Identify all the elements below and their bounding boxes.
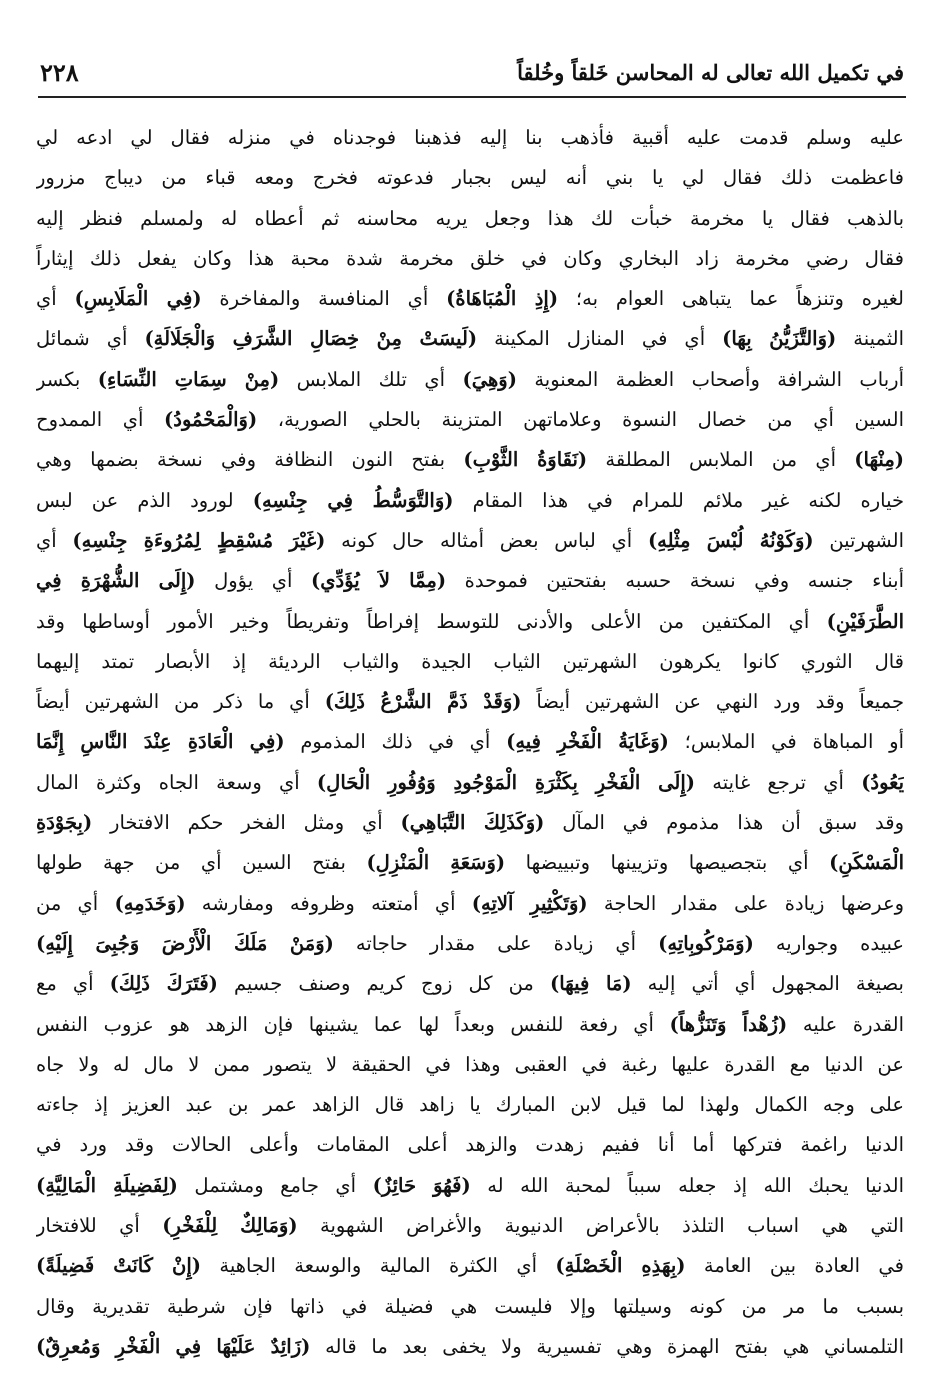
text-line xyxy=(36,199,904,239)
quoted-matn-text: (إِلَى الشُّهْرَةِ فِي xyxy=(36,569,196,593)
text-line xyxy=(36,1206,904,1246)
commentary-text: قال الثوري كانوا يكرهون الشهرتين الثياب الجيدة والثياب الرديئة إذ الأبصار تمتد إليهما xyxy=(36,649,904,673)
text-line xyxy=(36,279,904,319)
commentary-text: أي جامع ومشتمل xyxy=(177,1173,373,1197)
text-line xyxy=(36,360,904,400)
quoted-matn-text: (لَيسَتْ مِنْ خِصَالِ الشَّرَفِ وَالْجَلَالَةِ) xyxy=(144,327,478,351)
text-line xyxy=(36,682,904,722)
commentary-text: من كل زوج كريم وصنف جسيم xyxy=(217,972,550,996)
commentary-text: أي مع xyxy=(36,972,110,996)
commentary-text: أي من xyxy=(36,891,115,915)
quoted-matn-text: (غَيْرَ مُسْقِطٍ لِمُرُوءَةِ جِنْسِهِ) xyxy=(72,528,326,552)
quoted-matn-text: (وَمَالِكٌ لِلْفَخْرِ) xyxy=(162,1214,298,1238)
commentary-text: أرباب الشرافة وأصحاب العظمة المعنوية xyxy=(516,367,904,391)
running-title: في تكميل الله تعالى له المحاسن خَلقاً وخُلقاً xyxy=(517,59,904,85)
text-line xyxy=(36,964,904,1004)
commentary-text: أي شمائل xyxy=(36,327,145,351)
text-line xyxy=(36,1287,904,1327)
commentary-text: في العادة بين العامة xyxy=(685,1254,904,1278)
commentary-text: لورود الذم عن لبس xyxy=(36,488,253,512)
text-line xyxy=(36,1125,904,1165)
commentary-text: الدنيا راغمة فتركها أما أنا ففيم زهدت والزهد أعلى المقامات وأعلى الحالات وقد ورد في xyxy=(36,1133,904,1157)
commentary-text: أي تلك الملابس xyxy=(279,367,463,391)
text-line xyxy=(36,1166,904,1206)
commentary-text: بالذهب فقال يا مخرمة خبأت لك هذا وجعل يريه محاسنه ثم أعطاه له ولمسلم فنظر إليه xyxy=(36,206,904,230)
commentary-text: أي من الملابس المطلقة xyxy=(587,448,855,472)
text-line xyxy=(36,1246,904,1286)
text-line xyxy=(36,118,904,158)
quoted-matn-text: (زَائِدٌ عَلَيْهَا فِي الْفَخْرِ وَمُعرِقٌ) xyxy=(36,1334,311,1358)
text-line xyxy=(36,521,904,561)
commentary-text: الدنيا يحبك الله إذ جعله سبباً لمحبة الله له xyxy=(470,1173,904,1197)
quoted-matn-text: (وَمَرْكُوبِاتِهِ) xyxy=(658,931,754,955)
commentary-text: أي المنافسة والمفاخرة xyxy=(201,287,447,311)
commentary-text: فاعظمت ذلك فقال لي يا بني أنه ليس بجبار فدعوته فخرج ومعه قباء من ديباج مزرور xyxy=(36,166,904,190)
page-header xyxy=(40,52,904,92)
commentary-text: أي الممدوح xyxy=(36,408,165,432)
commentary-text: أي في المنازل المكينة xyxy=(477,327,723,351)
commentary-text: أو المباهاة في الملابس؛ xyxy=(668,730,904,754)
text-line xyxy=(36,400,904,440)
commentary-text: أي رفعة للنفس وبعداً لها عما يشينها فإن الزهد هو عزوب النفس xyxy=(36,1012,670,1036)
commentary-text: وعرضها زيادة على مقدار الحاجة xyxy=(587,891,904,915)
quoted-matn-text: الْمَسْكَنِ) xyxy=(829,851,904,875)
commentary-text: بصيغة المجهول أي أتي إليه xyxy=(631,972,904,996)
commentary-text: عليه وسلم قدمت عليه أقبية فأذهب بنا إليه فذهبنا فوجدناه في منزله فقال لي ادعه لي xyxy=(36,126,904,149)
quoted-matn-text: (وَالتَّوَسُّطُ فِي جِنْسِهِ) xyxy=(252,488,454,512)
commentary-text: جميعاً وقد ورد النهي عن الشهرتين أيضاً xyxy=(521,690,904,714)
header-rule xyxy=(38,96,906,98)
commentary-text: وقد سبق أن هذا مذموم في المآل xyxy=(544,811,904,835)
quoted-matn-text: (وَغَايَةُ الْفَخْرِ فِيهِ) xyxy=(506,730,669,754)
text-line xyxy=(36,602,904,642)
quoted-matn-text: يَعُودُ) xyxy=(861,770,904,794)
quoted-matn-text: (وَمَنْ مَلَكَ الْأَرْضَ وَجُبِىَ إِلَيْهِ) xyxy=(36,931,334,955)
quoted-matn-text: (وَقَدْ ذَمَّ الشَّرْعُ ذَلِكَ) xyxy=(324,690,522,714)
commentary-text: أي للافتخار xyxy=(36,1214,163,1238)
quoted-matn-text: (وَالتَّزَيُّنُ بِهَا) xyxy=(722,327,837,351)
commentary-text: أي بتجصيصها وتزيينها وتبييضها xyxy=(505,851,830,875)
commentary-text: أبناء جنسه وفي نسخة حسبه بفتحتين فموحدة xyxy=(446,569,904,593)
page-body-text xyxy=(36,118,904,1367)
quoted-matn-text: (مِمَّا لاَ يُؤَدِّي) xyxy=(311,569,447,593)
commentary-text: القدرة عليه xyxy=(787,1012,904,1036)
quoted-matn-text: (وَالْمَحْمُودُ) xyxy=(164,408,258,432)
commentary-text: أي الكثرة المالية والوسعة الجاهية xyxy=(200,1254,556,1278)
quoted-matn-text: (فَتَرَكَ ذَلِكَ) xyxy=(109,972,218,996)
quoted-matn-text: (وَخَدَمِهِ) xyxy=(114,891,186,915)
text-line xyxy=(36,239,904,279)
commentary-text: بسبب ما مر من كونه وسيلتها وإلا فليست هي فضيلة في ذاتها فإن شرطية تقديرية وقال xyxy=(36,1294,904,1318)
quoted-matn-text: (مِنْهَا) xyxy=(854,448,904,472)
commentary-text: أي زيادة على مقدار حاجاته xyxy=(333,931,659,955)
quoted-matn-text: (زُهْداً وَتَنَزُّهاً) xyxy=(669,1012,788,1036)
commentary-text: أي لباس بعض أمثاله حال كونه xyxy=(325,528,648,552)
text-line xyxy=(36,1045,904,1085)
text-line xyxy=(36,319,904,359)
text-line xyxy=(36,158,904,198)
quoted-matn-text: (وَكَوْنُهُ لُبْسَ مِثْلِهِ) xyxy=(647,528,814,552)
commentary-text: بكسر xyxy=(36,367,98,391)
commentary-text: عبيده وجواريه xyxy=(753,931,904,955)
text-line xyxy=(36,763,904,803)
commentary-text: أي xyxy=(36,287,75,311)
quoted-matn-text: (إِلَى الْفَخْرِ بِكَثْرَةِ الْمَوْجُودِ وَوُفُورِ الْحَالِ) xyxy=(316,770,695,794)
text-line xyxy=(36,843,904,883)
commentary-text: أي في ذلك المذموم xyxy=(284,730,507,754)
quoted-matn-text: (إِنْ كَانَتْ فَضِيلَةً) xyxy=(36,1254,201,1278)
quoted-matn-text: (لِفَضِيلَةِ الْمَالِيَّةِ) xyxy=(36,1173,178,1197)
quoted-matn-text: (فِي الْمَلَابِسِ) xyxy=(74,287,202,311)
commentary-text: أي المكتفين من الأعلى والأدنى للتوسط إفراطاً وتفريطاً وخير الأمور أوساطها وقد xyxy=(36,609,827,633)
commentary-text: أي ما ذكر من الشهرتين أيضاً xyxy=(36,690,325,714)
quoted-matn-text: (بِجَوْدَةِ xyxy=(36,811,93,835)
text-line xyxy=(36,642,904,682)
text-line xyxy=(36,481,904,521)
commentary-text: أي يؤول xyxy=(195,569,312,593)
quoted-matn-text: (وَتَكْثِيرِ آلاتِهِ) xyxy=(471,891,588,915)
quoted-matn-text: (مَا فِيهَا) xyxy=(549,972,632,996)
text-line xyxy=(36,884,904,924)
quoted-matn-text: (بِهَذِهِ الْخَصْلَةِ) xyxy=(555,1254,686,1278)
quoted-matn-text: (إِذِ الْمُبَاهَاةُ) xyxy=(446,287,559,311)
commentary-text: خياره لكنه غير ملائم للمرام في هذا المقام xyxy=(453,488,904,512)
commentary-text: التي هي اسباب التلذذ بالأعراض الدنيوية والأغراض الشهوية xyxy=(297,1214,904,1238)
commentary-text: أي أمتعته وظروفه ومفارشه xyxy=(185,891,472,915)
commentary-text: السين أي من خصال النسوة وعلاماتهن المتزينة بالحلي الصورية، xyxy=(257,408,904,432)
text-line xyxy=(36,1085,904,1125)
quoted-matn-text: (نَقَاوَةُ الثَّوْبِ) xyxy=(463,448,588,472)
quoted-matn-text: الطَّرَفَيْنِ) xyxy=(826,609,904,633)
commentary-text: بفتح النون النظافة وفي نسخة بضمها وهي xyxy=(36,448,464,472)
quoted-matn-text: (وَهِيَ) xyxy=(462,367,517,391)
text-line xyxy=(36,1005,904,1045)
commentary-text: بفتح السين أي من جهة طولها xyxy=(36,851,367,875)
text-line xyxy=(36,440,904,480)
quoted-matn-text: (فِي الْعَادَةِ عِنْدَ النَّاسِ إِنَّمَا xyxy=(36,730,285,754)
text-line xyxy=(36,722,904,762)
text-line xyxy=(36,561,904,601)
commentary-text: أي وسعة الجاه وكثرة المال xyxy=(36,770,317,794)
commentary-text: التلمساني هي بفتح الهمزة وهي تفسيرية ولا يخفى بعد ما قاله xyxy=(310,1334,904,1358)
commentary-text: على وجه الكمال ولهذا لما قيل لابن المبارك يا زاهد قال الزاهد عمر بن عبد العزيز إذ جاءته xyxy=(36,1093,904,1117)
commentary-text: عن الدنيا مع القدرة عليها رغبة في العقبى وهذا في الحقيقة لا يتصور ممن لا مال له ولا جاه xyxy=(36,1052,904,1076)
text-line xyxy=(36,924,904,964)
commentary-text: لغيره وتنزهاً عما يتباهى العوام به؛ xyxy=(558,287,904,311)
quoted-matn-text: (فَهُوَ حَائِزٌ) xyxy=(372,1173,471,1197)
commentary-text: الثمينة xyxy=(836,327,904,351)
commentary-text: الشهرتين xyxy=(813,528,904,552)
commentary-text: أي ترجع غايته xyxy=(695,770,862,794)
commentary-text: فقال رضي مخرمة زاد البخاري وكان في خلق مخرمة شدة محبة هذا وكان يفعل ذلك إيثاراً xyxy=(36,246,904,270)
commentary-text: أي ومثل الفخر حكم الافتخار xyxy=(92,811,401,835)
quoted-matn-text: (مِنْ سِمَاتِ النِّسَاءِ) xyxy=(97,367,280,391)
quoted-matn-text: (وَسَعَةِ الْمَنْزِلِ) xyxy=(366,851,506,875)
page-number: ٢٢٨ xyxy=(40,57,79,87)
text-line xyxy=(36,1327,904,1367)
commentary-text: أي xyxy=(36,528,73,552)
text-line xyxy=(36,803,904,843)
quoted-matn-text: (وَكَذَلِكَ التَّبَاهِي) xyxy=(400,811,545,835)
